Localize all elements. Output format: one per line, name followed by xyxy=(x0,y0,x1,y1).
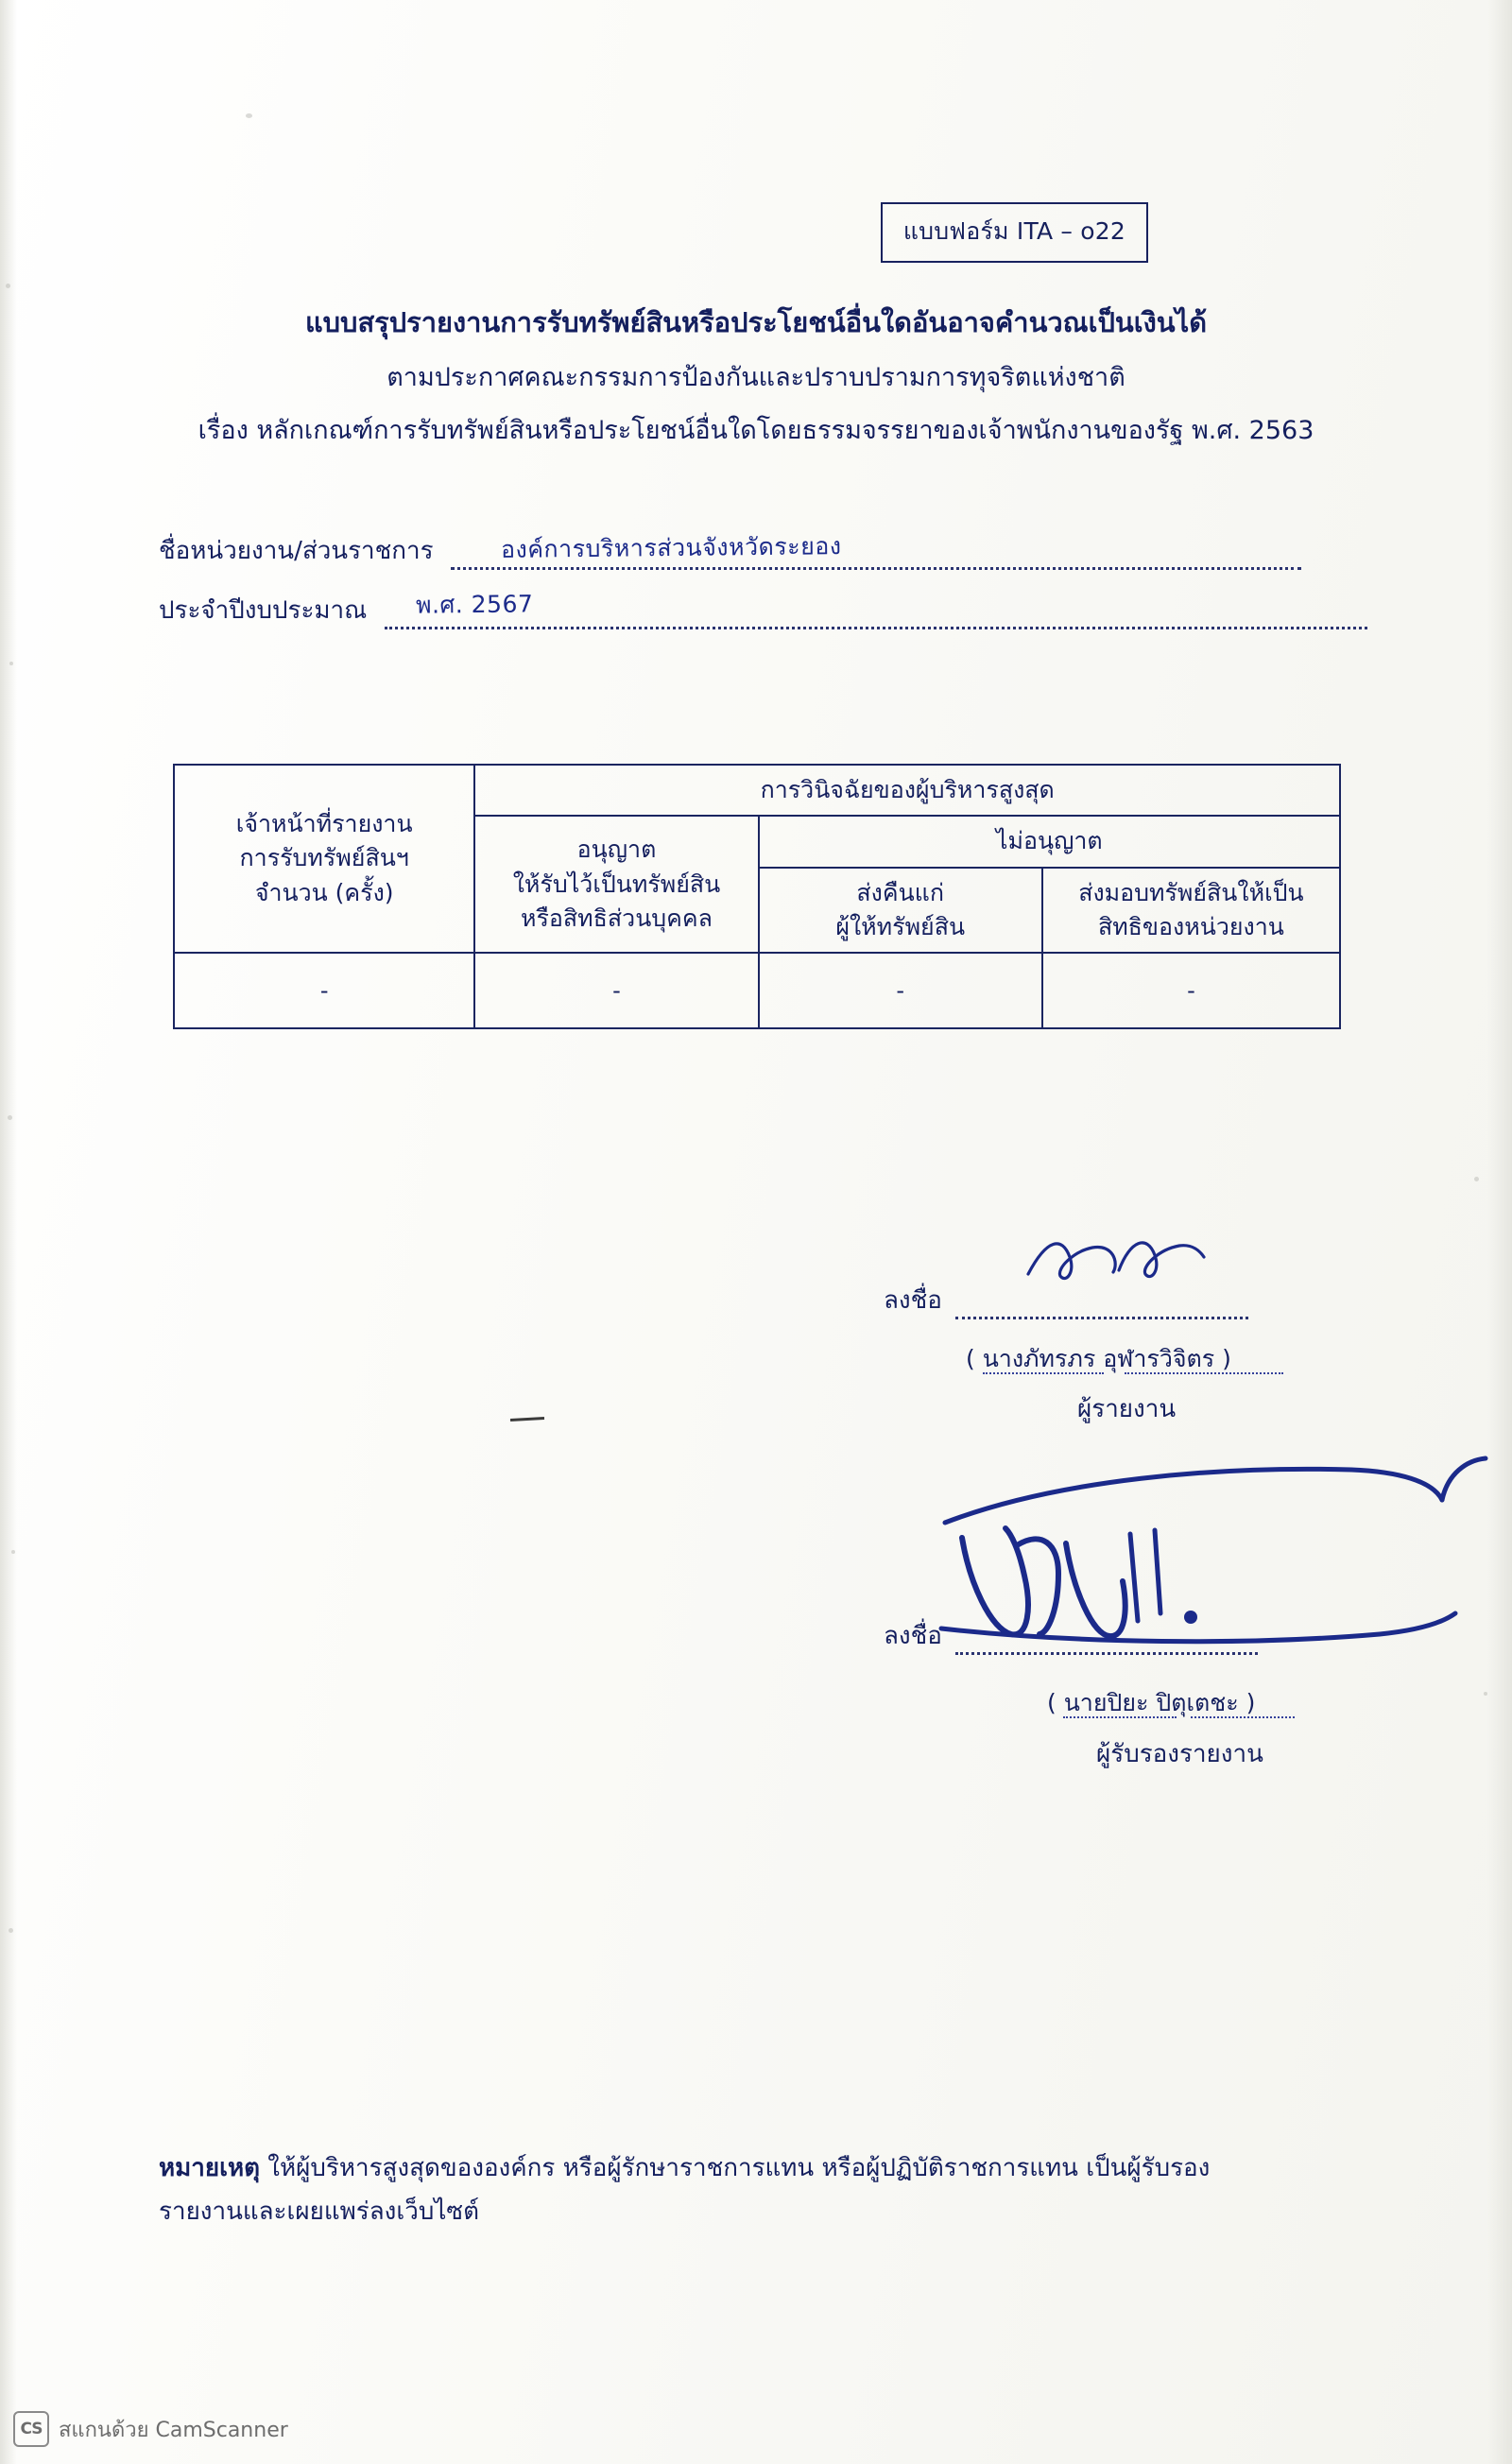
signature-name-1: ( นางภัทรภร อุฬารวิจิตร ) xyxy=(966,1345,1231,1372)
signature-name-underline-2b xyxy=(1191,1716,1295,1718)
camscanner-badge-icon: CS xyxy=(13,2411,49,2447)
handwritten-signature-1 xyxy=(1021,1219,1210,1295)
signature-name-underline-1b xyxy=(1125,1372,1283,1374)
form-code-badge: แบบฟอร์ม ITA – o22 xyxy=(881,202,1148,263)
signature-name-underline-2a xyxy=(1063,1716,1177,1718)
camscanner-footer xyxy=(13,2411,288,2447)
table-header-allow-line3: หรือสิทธิส่วนบุคคล xyxy=(520,904,713,932)
cell-handover: - xyxy=(1042,953,1340,1028)
table-header-allow-line1: อนุญาต xyxy=(576,836,657,864)
signature-dots-1 xyxy=(955,1298,1248,1319)
signature-label-2: ลงชื่อ xyxy=(884,1622,942,1650)
table-header-reporter-line3: จำนวน (ครั้ง) xyxy=(254,878,394,906)
table-header-return-line2: ผู้ให้ทรัพย์สิน xyxy=(835,912,966,940)
table-header-return xyxy=(759,868,1042,954)
field-organisation-value: องค์การบริหารส่วนจังหวัดระยอง xyxy=(500,532,842,563)
field-fiscal-year-value: พ.ศ. 2567 xyxy=(415,590,534,619)
table-header-return-line1: ส่งคืนแก่ xyxy=(856,878,944,906)
camscanner-footer-text: สแกนด้วย CamScanner xyxy=(59,2418,288,2442)
table-header-allow-line2: ให้รับไว้เป็นทรัพย์สิน xyxy=(512,870,721,898)
field-fiscal-year xyxy=(159,591,1367,629)
signature-role-1: ผู้รายงาน xyxy=(1077,1395,1177,1423)
table-row xyxy=(174,953,1340,1028)
signature-name-underline-1a xyxy=(983,1372,1104,1374)
footnote xyxy=(159,2147,1378,2233)
signature-label-1: ลงชื่อ xyxy=(884,1286,942,1315)
table-header-disallow: ไม่อนุญาต xyxy=(759,816,1340,867)
table-header-decision: การวินิจฉัยของผู้บริหารสูงสุด xyxy=(474,765,1340,816)
cell-reporter-count: - xyxy=(174,953,474,1028)
footnote-text-line2: รายงานและเผยแพร่ลงเว็บไซต์ xyxy=(159,2197,479,2226)
table-header-row-1 xyxy=(174,765,1340,816)
table-header-handover xyxy=(1042,868,1340,954)
table-header-reporter xyxy=(174,765,474,953)
stray-pen-mark xyxy=(510,1417,544,1422)
signature-name-2: ( นายปิยะ ปิตุเตชะ ) xyxy=(1047,1689,1256,1716)
footnote-text-line1: ให้ผู้บริหารสูงสุดขององค์กร หรือผู้รักษาราชการแทน หรือผู้ปฏิบัติราชการแทน เป็นผู้รับรอง xyxy=(267,2154,1211,2182)
handwritten-signature-2 xyxy=(907,1432,1493,1697)
summary-table xyxy=(173,764,1341,1029)
page-subtitle-1: ตามประกาศคณะกรรมการป้องกันและปราบปรามการทุจริตแห่งชาติ xyxy=(387,363,1125,392)
table-header-reporter-line1: เจ้าหน้าที่รายงาน xyxy=(235,810,413,838)
table-header-handover-line1: ส่งมอบทรัพย์สินให้เป็น xyxy=(1078,878,1304,906)
page-title: แบบสรุปรายงานการรับทรัพย์สินหรือประโยชน์อื่นใดอันอาจคำนวณเป็นเงินได้ xyxy=(304,306,1208,338)
page-subtitle-2: เรื่อง หลักเกณฑ์การรับทรัพย์สินหรือประโยชน์อื่นใดโดยธรรมจรรยาของเจ้าพนักงานของรัฐ พ.ศ. 2563 xyxy=(198,416,1314,445)
field-organisation-label: ชื่อหน่วยงาน/ส่วนราชการ xyxy=(159,537,434,565)
cell-allow: - xyxy=(474,953,758,1028)
signature-role-2: ผู้รับรองรายงาน xyxy=(1096,1740,1263,1768)
field-fiscal-year-label: ประจำปีงบประมาณ xyxy=(159,596,368,625)
table-header-handover-line2: สิทธิของหน่วยงาน xyxy=(1097,912,1284,940)
table-header-reporter-line2: การรับทรัพย์สินฯ xyxy=(239,844,409,872)
footnote-label: หมายเหตุ xyxy=(159,2154,261,2182)
document-title-block xyxy=(0,301,1512,450)
cell-return: - xyxy=(759,953,1042,1028)
table-header-allow xyxy=(474,816,758,953)
